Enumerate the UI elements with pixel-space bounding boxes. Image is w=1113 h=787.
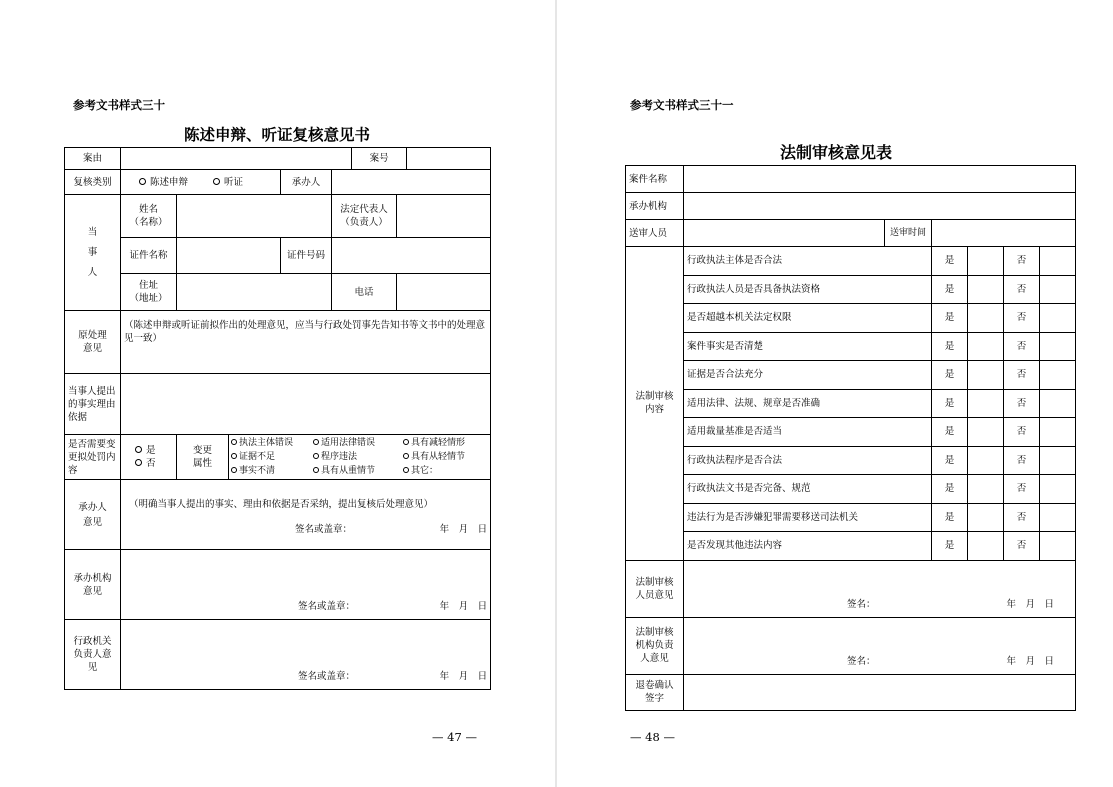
radio-bullet-icon <box>231 453 237 459</box>
yes-label: 是 <box>932 418 968 447</box>
field-legal-rep[interactable] <box>397 195 491 238</box>
review-item: 行政执法文书是否完备、规范 <box>684 475 932 504</box>
radio-bullet-icon <box>313 467 319 473</box>
date-label: 年 月 日 <box>439 671 488 682</box>
no-check-cell[interactable] <box>1040 247 1076 276</box>
change-attr-options <box>229 435 491 480</box>
label-case-no: 案号 <box>352 148 407 170</box>
label-change-attr: 变更属性 <box>177 435 229 480</box>
no-label: 否 <box>1004 503 1040 532</box>
yes-label: 是 <box>932 247 968 276</box>
review-item: 适用法律、法规、规章是否准确 <box>684 389 932 418</box>
field-case-no[interactable] <box>407 148 491 170</box>
field-handler[interactable] <box>332 170 491 195</box>
no-check-cell[interactable] <box>1040 475 1076 504</box>
yes-label: 是 <box>932 475 968 504</box>
label-party-reasons: 当事人提出的事实理由依据 <box>65 374 121 435</box>
label-phone: 电话 <box>332 274 397 311</box>
no-label: 否 <box>1004 446 1040 475</box>
field-reviewer-opinion[interactable] <box>684 560 1076 617</box>
date-label: 年 月 日 <box>439 601 488 612</box>
yes-check-cell[interactable] <box>968 247 1004 276</box>
label-handling-org-opinion: 承办机构意见 <box>65 550 121 620</box>
option-attr[interactable]: 事实不清 <box>231 464 313 478</box>
field-case-cause[interactable] <box>121 148 352 170</box>
option-attr[interactable]: 其它： <box>403 464 483 478</box>
label-case-cause: 案由 <box>65 148 121 170</box>
yes-check-cell[interactable] <box>968 389 1004 418</box>
option-attr[interactable]: 适用法律错误 <box>313 436 403 450</box>
label-handler-opinion: 承办人意见 <box>65 480 121 550</box>
no-check-cell[interactable] <box>1040 532 1076 561</box>
radio-bullet-icon <box>231 467 237 473</box>
yes-label: 是 <box>932 446 968 475</box>
yes-check-cell[interactable] <box>968 475 1004 504</box>
label-need-change: 是否需要变更拟处罚内容 <box>65 435 121 480</box>
label-handling-org: 承办机构 <box>626 193 684 220</box>
field-submit-time[interactable] <box>932 220 1076 247</box>
field-org-head-opinion[interactable] <box>684 617 1076 674</box>
option-attr[interactable]: 程序违法 <box>313 450 403 464</box>
radio-bullet-icon <box>403 453 409 459</box>
label-address: 住址 （地址） <box>121 274 177 311</box>
no-label: 否 <box>1004 475 1040 504</box>
radio-bullet-icon <box>313 453 319 459</box>
yes-check-cell[interactable] <box>968 361 1004 390</box>
field-cert-name[interactable] <box>177 238 281 274</box>
review-type-options <box>121 170 281 195</box>
no-label: 否 <box>1004 304 1040 333</box>
field-case-name[interactable] <box>684 166 1076 193</box>
label-legal-rep: 法定代表人 （负责人） <box>332 195 397 238</box>
option-yes[interactable]: 是 <box>135 444 173 457</box>
yes-check-cell[interactable] <box>968 503 1004 532</box>
no-check-cell[interactable] <box>1040 304 1076 333</box>
review-item: 证据是否合法充分 <box>684 361 932 390</box>
option-attr[interactable]: 证据不足 <box>231 450 313 464</box>
review-item: 是否发现其他违法内容 <box>684 532 932 561</box>
option-attr[interactable]: 执法主体错误 <box>231 436 313 450</box>
field-handler-opinion[interactable] <box>121 480 491 550</box>
yes-label: 是 <box>932 389 968 418</box>
sign-label: 签名或盖章： <box>298 601 356 612</box>
radio-bullet-icon <box>231 439 237 445</box>
page-left <box>0 0 555 787</box>
handler-opinion-hint: （明确当事人提出的事实、理由和依据是否采纳，提出复核后处理意见） <box>129 499 434 510</box>
label-legal-review-content: 法制审核内容 <box>626 247 684 561</box>
radio-bullet-icon <box>135 459 142 466</box>
option-attr[interactable]: 具有减轻情形 <box>403 436 483 450</box>
label-submit-time: 送审时间 <box>885 220 932 247</box>
review-item: 行政执法主体是否合法 <box>684 247 932 276</box>
option-hearing[interactable]: 听证 <box>213 176 243 189</box>
label-party: 当事人 <box>65 195 121 311</box>
need-change-options <box>121 435 177 480</box>
field-address[interactable] <box>177 274 332 311</box>
radio-bullet-icon <box>403 467 409 473</box>
no-check-cell[interactable] <box>1040 389 1076 418</box>
no-label: 否 <box>1004 247 1040 276</box>
no-label: 否 <box>1004 361 1040 390</box>
field-party-reasons[interactable] <box>121 374 491 435</box>
field-phone[interactable] <box>397 274 491 311</box>
field-authority-opinion[interactable] <box>121 620 491 690</box>
sign-label: 签名： <box>847 598 876 610</box>
doc-style-label: 参考文书样式三十 <box>73 98 165 112</box>
field-name[interactable] <box>177 195 332 238</box>
label-cert-name: 证件名称 <box>121 238 177 274</box>
label-case-name: 案件名称 <box>626 166 684 193</box>
page-number: — 48 — <box>630 730 675 744</box>
option-no[interactable]: 否 <box>135 457 173 470</box>
no-label: 否 <box>1004 275 1040 304</box>
yes-label: 是 <box>932 332 968 361</box>
label-reviewer-opinion: 法制审核人员意见 <box>626 560 684 617</box>
no-check-cell[interactable] <box>1040 418 1076 447</box>
review-item: 违法行为是否涉嫌犯罪需要移送司法机关 <box>684 503 932 532</box>
radio-bullet-icon <box>135 446 142 453</box>
label-cert-no: 证件号码 <box>281 238 332 274</box>
option-statement[interactable]: 陈述申辩 <box>139 176 188 189</box>
document-title: 法制审核意见表 <box>779 143 892 162</box>
date-label: 年 月 日 <box>1006 655 1054 667</box>
no-label: 否 <box>1004 332 1040 361</box>
legal-review-form <box>625 165 1076 711</box>
label-submitter: 送审人员 <box>626 220 684 247</box>
radio-bullet-icon <box>213 178 220 185</box>
label-name: 姓名 （名称） <box>121 195 177 238</box>
doc-style-label: 参考文书样式三十一 <box>630 98 734 112</box>
field-handling-org-opinion[interactable] <box>121 550 491 620</box>
date-label: 年 月 日 <box>1006 598 1054 610</box>
no-check-cell[interactable] <box>1040 275 1076 304</box>
radio-bullet-icon <box>139 178 146 185</box>
date-label: 年 月 日 <box>439 524 488 535</box>
no-check-cell[interactable] <box>1040 332 1076 361</box>
review-item: 行政执法程序是否合法 <box>684 446 932 475</box>
field-cert-no[interactable] <box>332 238 491 274</box>
sign-label: 签名或盖章： <box>298 671 356 682</box>
yes-label: 是 <box>932 361 968 390</box>
field-submitter[interactable] <box>684 220 885 247</box>
field-return-sign[interactable] <box>684 674 1076 710</box>
label-handler: 承办人 <box>281 170 332 195</box>
yes-check-cell[interactable] <box>968 532 1004 561</box>
document-title: 陈述申辩、听证复核意见书 <box>183 126 370 144</box>
radio-bullet-icon <box>403 439 409 445</box>
review-item: 行政执法人员是否具备执法资格 <box>684 275 932 304</box>
field-handling-org[interactable] <box>684 193 1076 220</box>
yes-label: 是 <box>932 503 968 532</box>
option-attr[interactable]: 具有从轻情节 <box>403 450 483 464</box>
yes-check-cell[interactable] <box>968 275 1004 304</box>
review-opinion-form <box>64 147 491 690</box>
original-opinion-text[interactable]: （陈述申辩或听证前拟作出的处理意见，应当与行政处罚事先告知书等文书中的处理意见一致） <box>121 311 491 374</box>
yes-check-cell[interactable] <box>968 446 1004 475</box>
option-attr[interactable]: 具有从重情节 <box>313 464 403 478</box>
radio-bullet-icon <box>313 439 319 445</box>
page-number: — 47 — <box>432 730 477 744</box>
no-label: 否 <box>1004 532 1040 561</box>
yes-label: 是 <box>932 304 968 333</box>
yes-label: 是 <box>932 532 968 561</box>
label-org-head-opinion: 法制审核机构负责人意见 <box>626 617 684 674</box>
label-return-sign: 退卷确认签字 <box>626 674 684 710</box>
review-item: 案件事实是否清楚 <box>684 332 932 361</box>
label-authority-opinion: 行政机关负责人意见 <box>65 620 121 690</box>
review-item: 适用裁量基准是否适当 <box>684 418 932 447</box>
no-check-cell[interactable] <box>1040 503 1076 532</box>
review-item: 是否超越本机关法定权限 <box>684 304 932 333</box>
sign-label: 签名或盖章： <box>295 524 353 535</box>
yes-label: 是 <box>932 275 968 304</box>
page-right <box>557 0 1113 787</box>
yes-check-cell[interactable] <box>968 304 1004 333</box>
label-original-opinion: 原处理意见 <box>65 311 121 374</box>
label-review-type: 复核类别 <box>65 170 121 195</box>
no-label: 否 <box>1004 418 1040 447</box>
sign-label: 签名： <box>847 655 876 667</box>
no-check-cell[interactable] <box>1040 361 1076 390</box>
yes-check-cell[interactable] <box>968 418 1004 447</box>
no-check-cell[interactable] <box>1040 446 1076 475</box>
yes-check-cell[interactable] <box>968 332 1004 361</box>
no-label: 否 <box>1004 389 1040 418</box>
